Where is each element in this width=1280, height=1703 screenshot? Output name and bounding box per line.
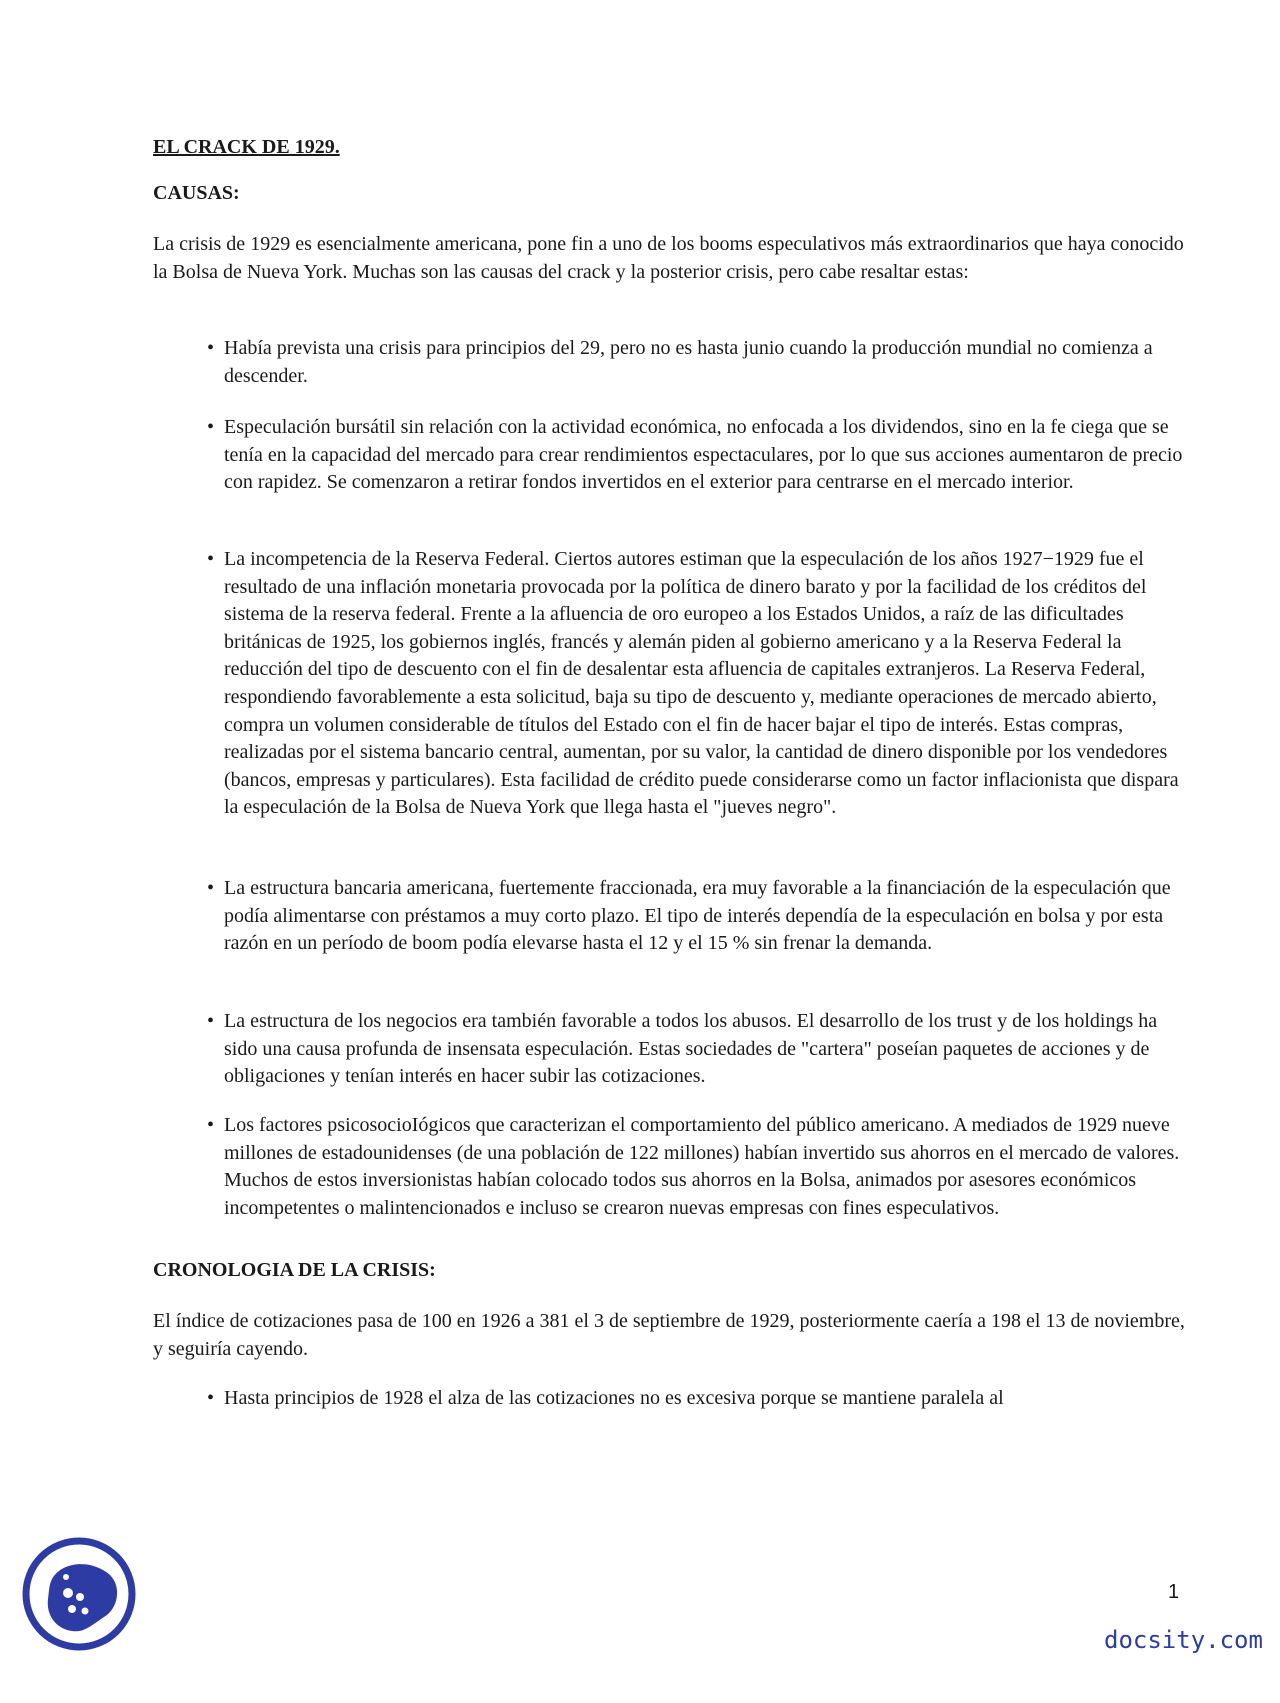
bullet-icon: • (207, 548, 215, 570)
bullet-icon: • (207, 337, 215, 359)
bullet-icon: • (207, 877, 215, 899)
docsity-brand-link[interactable]: docsity.com (1104, 1626, 1263, 1654)
causas-intro-paragraph: La crisis de 1929 es esencialmente americana, pone fin a uno de los booms especulativos más extraordinarios que haya conocido la Bolsa de Nueva York. Muchas son las causas del crack y la posterior crisis, pero cabe resaltar estas: (153, 233, 1184, 283)
bullet-icon: • (207, 1114, 215, 1136)
docsity-logo-icon (22, 1537, 136, 1651)
bullet-icon: • (207, 1010, 215, 1032)
section-heading-cronologia: CRONOLOGIA DE LA CRISIS: (153, 1259, 436, 1281)
list-item: • La estructura de los negocios era también favorable a todos los abusos. El desarrollo de los trust y de los holdings ha sido una causa profunda de insensata especulación. Estas sociedades de "cartera" poseían paquetes de acciones y de obligaciones y tenían interés en hacer subir las cotizaciones. (207, 1010, 1158, 1088)
document-title: EL CRACK DE 1929. (153, 136, 340, 158)
list-item: • Especulación bursátil sin relación con la actividad económica, no enfocada a los dividendos, sino en la fe ciega que se tenía en la capacidad del mercado para crear rendimientos espectaculares, por lo que sus acciones aumentaron de precio con rapidez. Se comenzaron a retirar fondos invertidos en el exterior para centrarse en el mercado interior. (207, 416, 1183, 494)
bullet-icon: • (207, 416, 215, 438)
list-item: • La incompetencia de la Reserva Federal. Ciertos autores estiman que la especulación de los años 1927−1929 fue el resultado de una inflación monetaria provocada por la política de dinero barato y por la facilidad de los créditos del sistema de la reserva federal. Frente a la afluencia de oro europeo a los Estados Unidos, a raíz de las dificultades británicas de 1925, los gobiernos inglés, francés y alemán piden al gobierno americano y a la Reserva Federal la reducción del tipo de descuento con el fin de desalentar esta afluencia de capitales extranjeros. La Reserva Federal, respondiendo favorablemente a esta solicitud, baja su tipo de descuento y, mediante operaciones de mercado abierto, compra un volumen considerable de títulos del Estado con el fin de hacer bajar el tipo de interés. Estas compras, realizadas por el sistema bancario central, aumentan, por su valor, la cantidad de dinero disponible por los vendedores (bancos, empresas y particulares). Esta facilidad de crédito puede considerarse como un factor inflacionista que dispara la especulación de la Bolsa de Nueva York que llega hasta el "jueves negro". (207, 548, 1179, 819)
cronologia-intro-paragraph: El índice de cotizaciones pasa de 100 en 1926 a 381 el 3 de septiembre de 1929, posteriormente caería a 198 el 13 de noviembre, y seguiría cayendo. (153, 1310, 1185, 1360)
list-item: • Los factores psicosocioIógicos que caracterizan el comportamiento del público americano. A mediados de 1929 nueve millones de estadounidenses (de una población de 122 millones) habían invertido sus ahorros en el mercado de valores. Muchos de estos inversionistas habían colocado todos sus ahorros en la Bolsa, animados por asesores económicos incompetentes o malintencionados e incluso se crearon nuevas empresas con fines especulativos. (207, 1114, 1180, 1219)
section-heading-causas: CAUSAS: (153, 182, 240, 204)
list-item: • Había prevista una crisis para principios del 29, pero no es hasta junio cuando la producción mundial no comienza a descender. (207, 337, 1153, 387)
bullet-icon: • (207, 1387, 215, 1409)
list-item: • Hasta principios de 1928 el alza de las cotizaciones no es excesiva porque se mantiene paralela al (207, 1385, 1187, 1413)
page-number: 1 (1168, 1581, 1180, 1603)
list-item: • La estructura bancaria americana, fuertemente fraccionada, era muy favorable a la financiación de la especulación que podía alimentarse con préstamos a muy corto plazo. El tipo de interés dependía de la especulación en bolsa y por esta razón en un período de boom podía elevarse hasta el 12 y el 15 % sin frenar la demanda. (207, 877, 1171, 955)
